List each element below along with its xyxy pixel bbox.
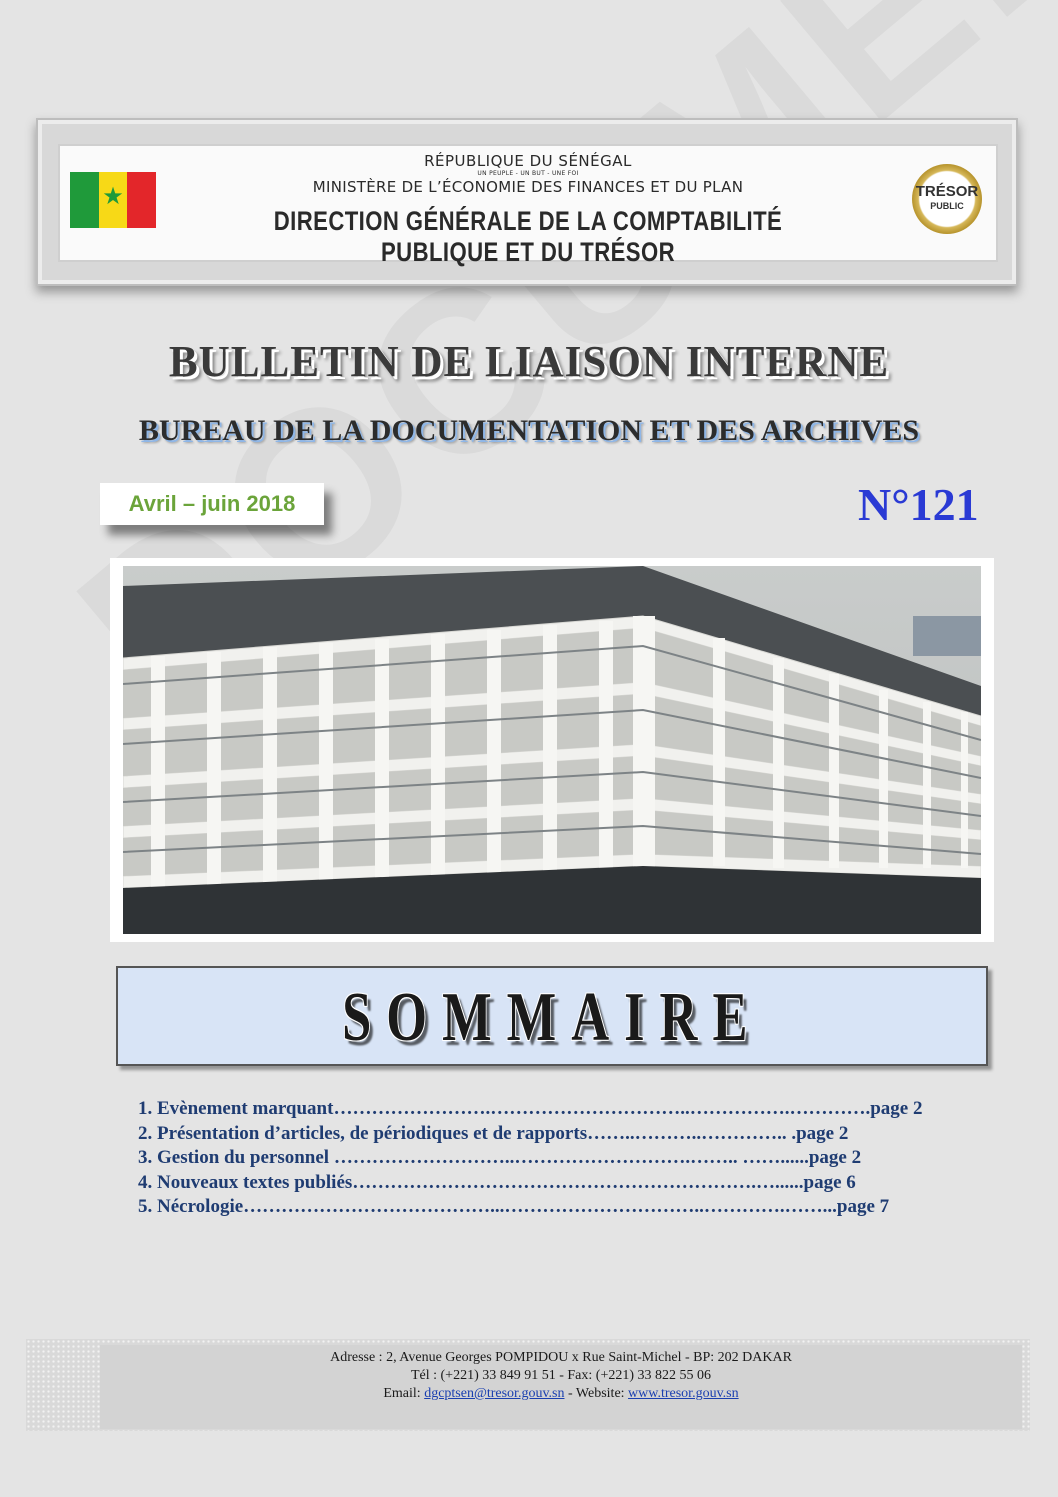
toc-item: 1. Evènement marquant…………………….…………………………..…………….………….page 2: [138, 1098, 923, 1119]
footer-email-line: [100, 1385, 1022, 1403]
header-banner: [36, 118, 1018, 286]
cover-photo-frame: [110, 558, 994, 942]
sommaire-title: SOMMAIRE: [341, 979, 763, 1056]
country-name: RÉPUBLIQUE DU SÉNÉGAL: [424, 152, 632, 170]
toc-item: 2. Présentation d’articles, de périodiques et de rapports……..………..………….. .page 2: [138, 1122, 849, 1144]
tresor-public-seal-icon: [912, 164, 982, 234]
email-link[interactable]: dgcptsen@tresor.gouv.sn: [424, 1386, 565, 1401]
website-label: - Website:: [564, 1386, 629, 1401]
table-of-contents: [138, 1097, 948, 1220]
building-photo: [123, 566, 981, 934]
senegal-flag-icon: [70, 172, 156, 228]
toc-item: 4. Nouveaux textes publiés……………………………………………………….…......page 6: [138, 1171, 856, 1193]
footer: [26, 1339, 1030, 1431]
toc-item: 3. Gestion du personnel ………………………..……………………….…….. ……......page 2: [138, 1147, 862, 1168]
bulletin-title: BULLETIN DE LIAISON INTERNE: [168, 337, 890, 386]
star-icon: ★: [102, 182, 124, 210]
building-illustration: [123, 566, 981, 934]
period-label: Avril – juin 2018: [100, 483, 324, 525]
seal-line-2: PUBLIC: [930, 201, 964, 211]
bureau-subtitle: BUREAU DE LA DOCUMENTATION ET DES ARCHIVES: [138, 414, 920, 447]
footer-address: Adresse : 2, Avenue Georges POMPIDOU x Rue Saint-Michel - BP: 202 DAKAR: [330, 1350, 792, 1365]
sommaire-box: [116, 966, 988, 1066]
seal-line-1: TRÉSOR: [915, 183, 979, 200]
header-banner-inner: [58, 144, 998, 267]
national-motto: UN PEUPLE - UN BUT - UNE FOI: [477, 170, 579, 177]
issue-number: N°121: [858, 479, 979, 530]
website-link[interactable]: www.tresor.gouv.sn: [628, 1386, 739, 1401]
direction-name: DIRECTION GÉNÉRALE DE LA COMPTABILITÉ PUBLIQUE ET DU TRÉSOR: [273, 206, 783, 267]
footer-phone: Tél : (+221) 33 849 91 51 - Fax: (+221) 33 822 55 06: [410, 1368, 712, 1383]
email-label: Email:: [383, 1386, 425, 1401]
toc-item: 5. Nécrologie…………………………………...…………………………..………….……...page 7: [138, 1196, 890, 1217]
ministry-name: MINISTÈRE DE L’ÉCONOMIE DES FINANCES ET DU PLAN: [312, 178, 744, 196]
footer-contact: [100, 1345, 1022, 1429]
